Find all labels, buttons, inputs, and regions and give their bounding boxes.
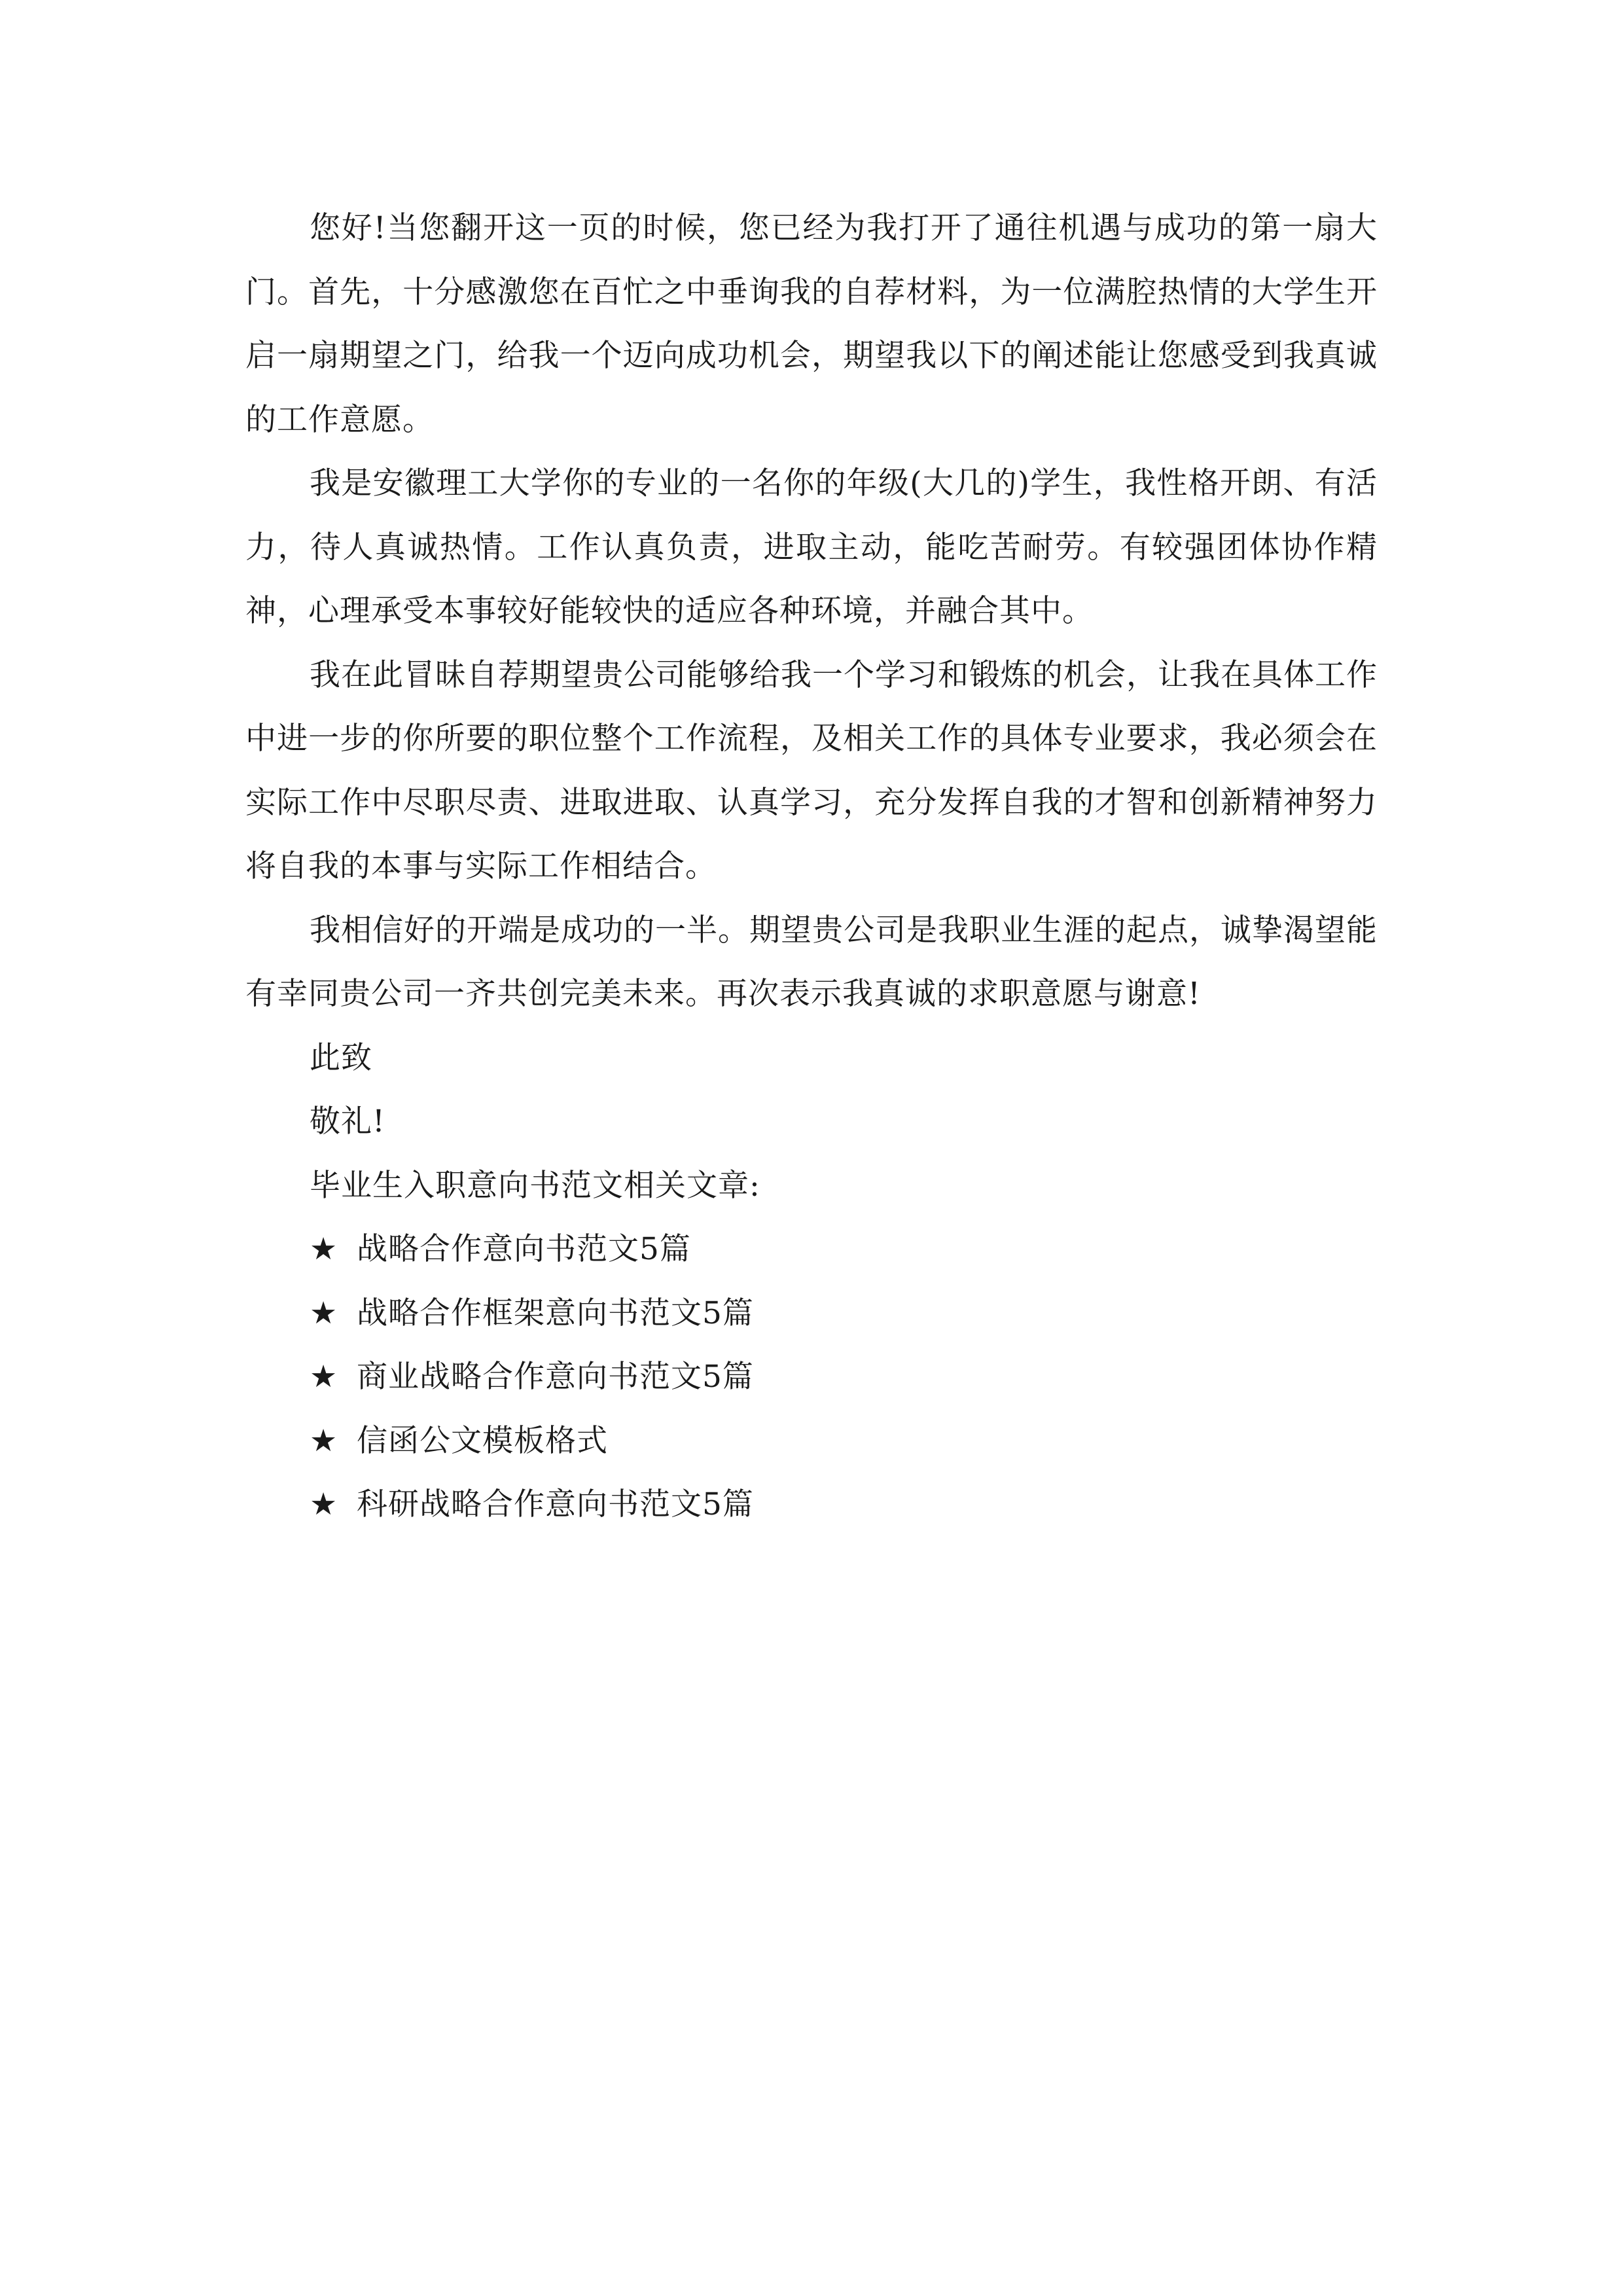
related-article-item[interactable]	[245, 1345, 1378, 1409]
star-icon: ★	[310, 1422, 338, 1459]
closing-line-1: 此致	[310, 1039, 372, 1076]
paragraph-self-introduction: 我是安徽理工大学你的专业的一名你的年级(大几的)学生，我性格开朗、有活力，待人真诚热情。工作认真负责，进取主动，能吃苦耐劳。有较强团体协作精神，心理承受本事较好能较快的适应各种环境，并融合其中。	[245, 465, 1378, 629]
paragraph-conclusion: 我相信好的开端是成功的一半。期望贵公司是我职业生涯的起点，诚挚渴望能有幸同贵公司一齐共创完美未来。再次表示我真诚的求职意愿与谢意!	[245, 912, 1378, 1012]
related-article-item[interactable]	[245, 1217, 1378, 1282]
related-article-link[interactable]: 战略合作框架意向书范文5篇	[357, 1295, 754, 1331]
star-icon: ★	[310, 1486, 338, 1522]
related-article-item[interactable]	[245, 1409, 1378, 1473]
star-icon: ★	[310, 1359, 338, 1395]
related-article-link[interactable]: 科研战略合作意向书范文5篇	[357, 1486, 754, 1522]
star-icon: ★	[310, 1295, 338, 1331]
related-article-item[interactable]	[245, 1473, 1378, 1537]
paragraph-request: 我在此冒昧自荐期望贵公司能够给我一个学习和锻炼的机会，让我在具体工作中进一步的你所要的职位整个工作流程，及相关工作的具体专业要求，我必须会在实际工作中尽职尽责、进取进取、认真学习，充分发挥自我的才智和创新精神努力将自我的本事与实际工作相结合。	[245, 656, 1378, 884]
related-articles-heading: 毕业生入职意向书范文相关文章:	[310, 1167, 760, 1204]
closing-line-2: 敬礼!	[310, 1103, 385, 1139]
related-article-link[interactable]: 战略合作意向书范文5篇	[357, 1231, 691, 1267]
letter-body	[245, 196, 1378, 1537]
related-article-link[interactable]: 信函公文模板格式	[357, 1422, 608, 1459]
paragraph-greeting: 您好!当您翻开这一页的时候，您已经为我打开了通往机遇与成功的第一扇大门。首先，十分感激您在百忙之中垂询我的自荐材料，为一位满腔热情的大学生开启一扇期望之门，给我一个迈向成功机会，期望我以下的阐述能让您感受到我真诚的工作意愿。	[245, 210, 1378, 438]
related-article-item[interactable]	[245, 1282, 1378, 1346]
related-articles-list	[245, 1217, 1378, 1537]
star-icon: ★	[310, 1231, 338, 1267]
related-article-link[interactable]: 商业战略合作意向书范文5篇	[357, 1359, 754, 1395]
